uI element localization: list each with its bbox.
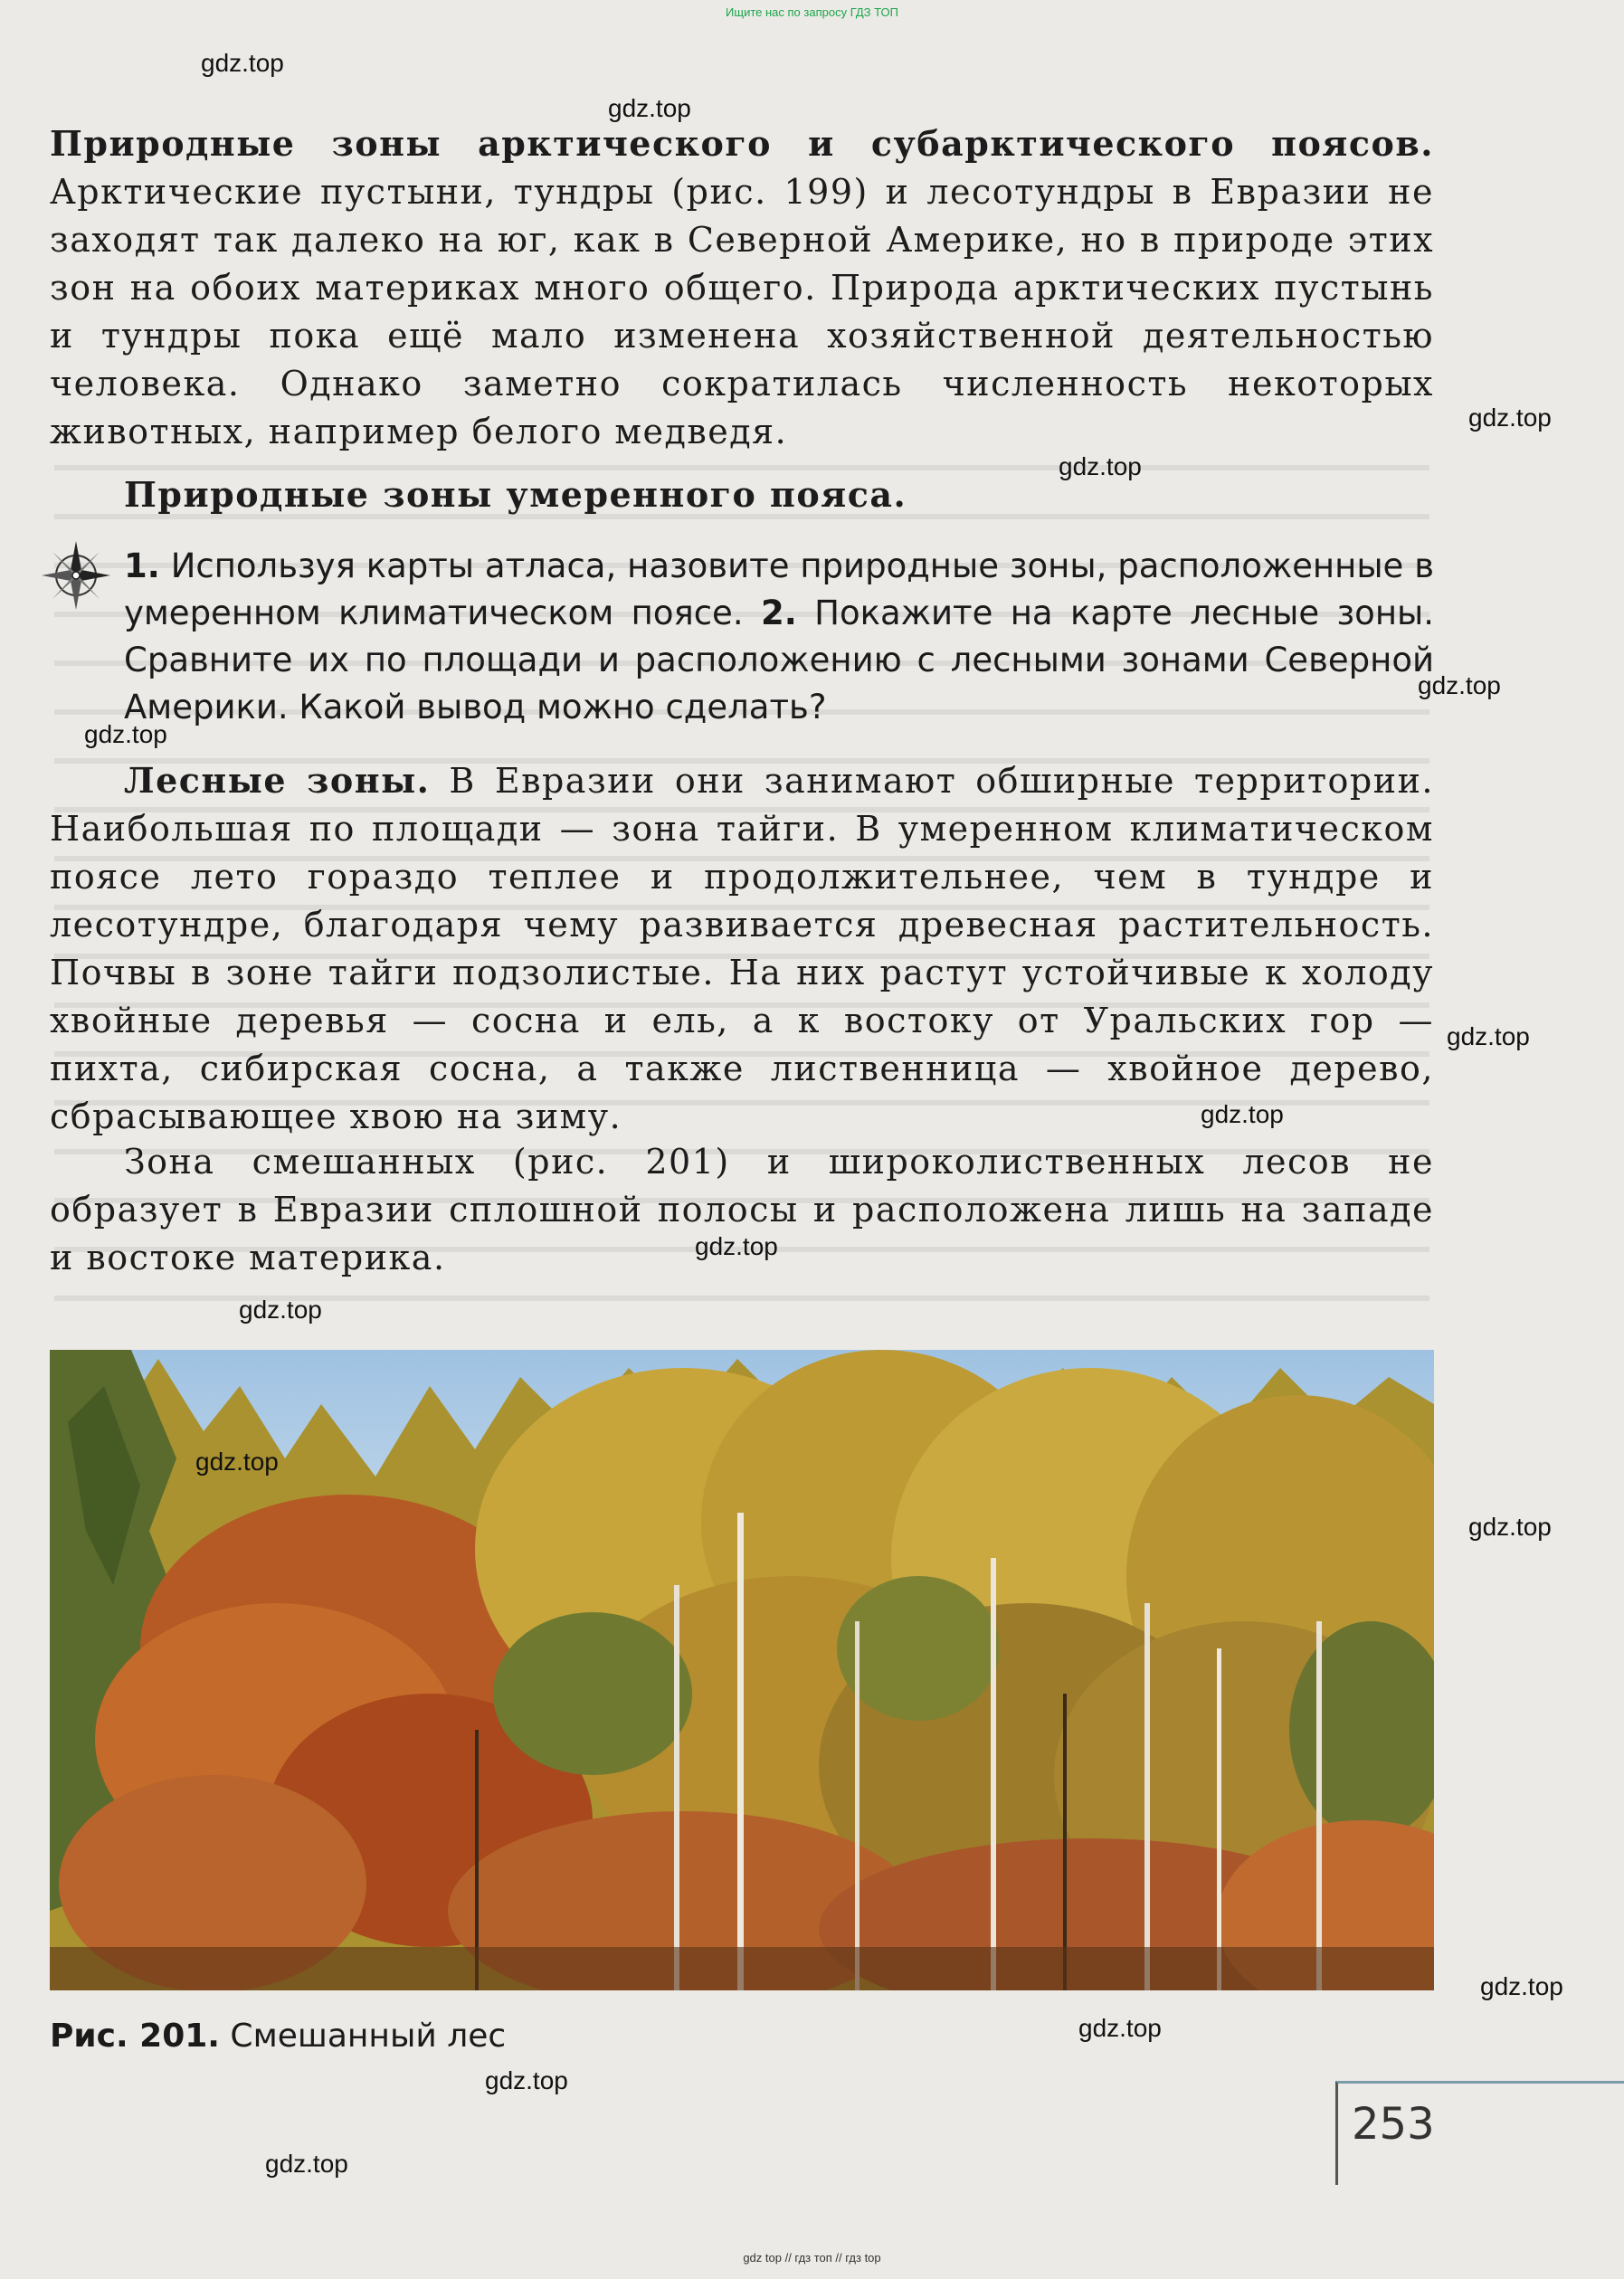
heading-arctic: Природные зоны арктического и субарктического поясов. xyxy=(50,123,1434,164)
paragraph-arctic-body: Арктические пустыни, тундры (рис. 199) и лесотундры в Евразии не заходят так далеко на юг, как в Северной Америке, но в природе этих зон на обоих материках много общего. Природа арктических пустынь и тундры пока ещё мало изменена хозяйственной деятельностью человека. Однако заметно сократилась численность некоторых животных, например белого медведя. xyxy=(50,172,1434,451)
watermark[interactable]: gdz.top xyxy=(1447,1022,1530,1050)
watermark[interactable]: gdz.top xyxy=(695,1232,778,1260)
watermark[interactable]: gdz.top xyxy=(84,720,167,748)
figure-caption xyxy=(50,2018,506,2055)
mixed-forest-photo xyxy=(50,1350,1434,1990)
paragraph-forest-zones-body: В Евразии они занимают обширные территории. Наибольшая по площади — зона тайги. В умеренном климатическом поясе лето гораздо теплее и продолжительнее, чем в тундре и лесотундре, благодаря чему развивается древесная растительность. Почвы в зоне тайги подзолистые. На них растут устойчивые к холоду хвойные деревья — сосна и ель, а к востоку от Уральских гор — пихта, сибирская сосна, а также лиственница — хвойное дерево, сбрасывающее хвою на зиму. xyxy=(50,761,1434,1136)
watermark[interactable]: gdz.top xyxy=(1201,1100,1284,1128)
paragraph-mixed-forests: Зона смешанных (рис. 201) и широколиственных лесов не образует в Евразии сплошной полосы и расположена лишь на западе и востоке материка. xyxy=(50,1142,1434,1277)
watermark[interactable]: gdz.top xyxy=(265,2150,348,2178)
watermark[interactable]: gdz.top xyxy=(1418,671,1501,699)
page-number: 253 xyxy=(1352,2099,1435,2150)
task-text-1: Используя карты атласа, назовите природные зоны, расположенные в умеренном климатическом поясе. xyxy=(124,546,1434,632)
watermark[interactable]: gdz.top xyxy=(239,1296,322,1324)
watermark[interactable]: gdz.top xyxy=(485,2066,568,2094)
watermark[interactable]: gdz.top xyxy=(1078,2014,1162,2042)
paragraph-arctic xyxy=(50,119,1434,456)
task-number-2: 2. xyxy=(760,593,797,632)
watermark[interactable]: gdz.top xyxy=(1468,404,1552,432)
watermark[interactable]: gdz.top xyxy=(1059,452,1142,480)
figure-label: Рис. 201. xyxy=(50,2018,220,2055)
figure-title: Смешанный лес xyxy=(219,2018,507,2055)
heading-forest-zones: Лесные зоны. xyxy=(124,760,431,801)
paragraph-forest-zones xyxy=(50,756,1434,1141)
watermark[interactable]: gdz.top xyxy=(1468,1513,1552,1541)
top-banner[interactable]: Ищите нас по запросу ГДЗ ТОП xyxy=(726,5,898,19)
bottom-banner[interactable]: gdz top // гдз топ // гдз top xyxy=(743,2251,881,2265)
watermark[interactable]: gdz.top xyxy=(195,1448,279,1476)
watermark[interactable]: gdz.top xyxy=(608,94,691,122)
watermark[interactable]: gdz.top xyxy=(201,49,284,77)
heading-temperate: Природные зоны умеренного пояса. xyxy=(124,474,907,515)
task-number-1: 1. xyxy=(124,546,160,585)
task-questions xyxy=(124,543,1434,731)
forest-illustration xyxy=(50,1350,1434,1990)
task-text-2: Покажите на карте лесные зоны. Сравните их по площади и расположению с лесными зонами Северной Америки. Какой вывод можно сделать? xyxy=(124,593,1434,726)
compass-rose-icon xyxy=(40,539,112,612)
watermark[interactable]: gdz.top xyxy=(1480,1972,1563,2000)
